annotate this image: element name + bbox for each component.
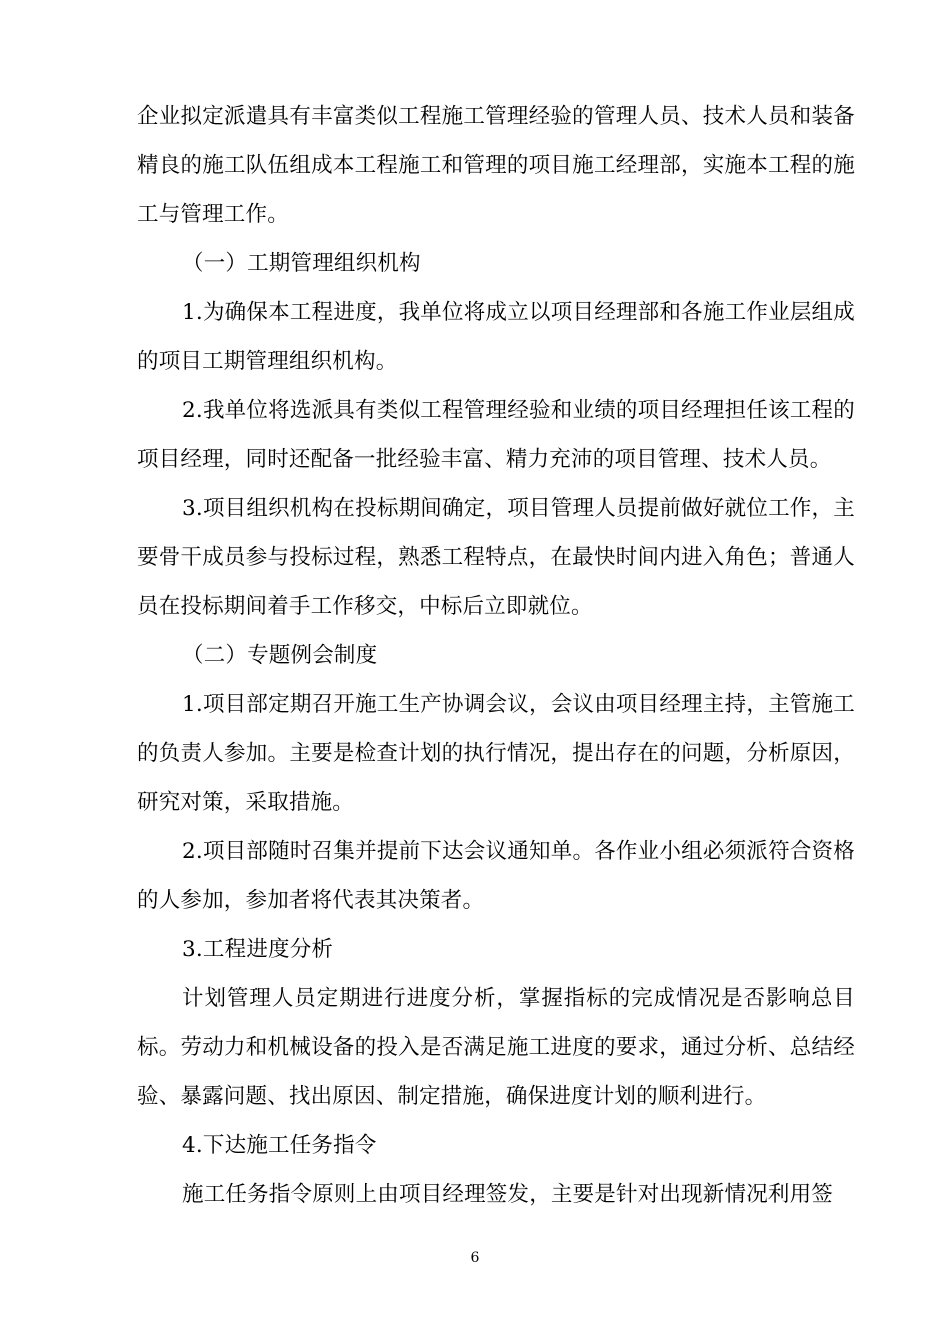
document-body [137,92,855,1219]
section-heading-meeting-system: （二）专题例会制度 [182,643,378,668]
paragraph-item-1: 1.为确保本工程进度，我单位将成立以项目经理部和各施工作业层组成的项目工期管理组织机构。 [137,300,855,374]
section-heading-schedule-org: （一）工期管理组织机构 [182,251,421,276]
page-number: 6 [470,1250,480,1266]
paragraph-intro: 企业拟定派遣具有丰富类似工程施工管理经验的管理人员、技术人员和装备精良的施工队伍组成本工程施工和管理的项目施工经理部，实施本工程的施工与管理工作。 [137,104,855,227]
paragraph-progress-analysis: 计划管理人员定期进行进度分析，掌握指标的完成情况是否影响总目标。劳动力和机械设备的投入是否满足施工进度的要求，通过分析、总结经验、暴露问题、找出原因、制定措施，确保进度计划的顺利进行。 [137,986,855,1109]
paragraph-item-2: 2.我单位将选派具有类似工程管理经验和业绩的项目经理担任该工程的项目经理，同时还配备一批经验丰富、精力充沛的项目管理、技术人员。 [137,398,855,472]
subheading-progress-analysis: 3.工程进度分析 [182,937,334,962]
paragraph-item-3: 3.项目组织机构在投标期间确定，项目管理人员提前做好就位工作，主要骨干成员参与投标过程，熟悉工程特点，在最快时间内进入角色；普通人员在投标期间着手工作移交，中标后立即就位。 [137,496,855,619]
paragraph-task-orders: 施工任务指令原则上由项目经理签发，主要是针对出现新情况利用签 [182,1182,834,1207]
paragraph-meeting-2: 2.项目部随时召集并提前下达会议通知单。各作业小组必须派符合资格的人参加，参加者将代表其决策者。 [137,839,855,913]
subheading-task-orders: 4.下达施工任务指令 [182,1133,377,1158]
paragraph-meeting-1: 1.项目部定期召开施工生产协调会议，会议由项目经理主持，主管施工的负责人参加。主要是检查计划的执行情况，提出存在的问题，分析原因，研究对策，采取措施。 [137,692,855,815]
